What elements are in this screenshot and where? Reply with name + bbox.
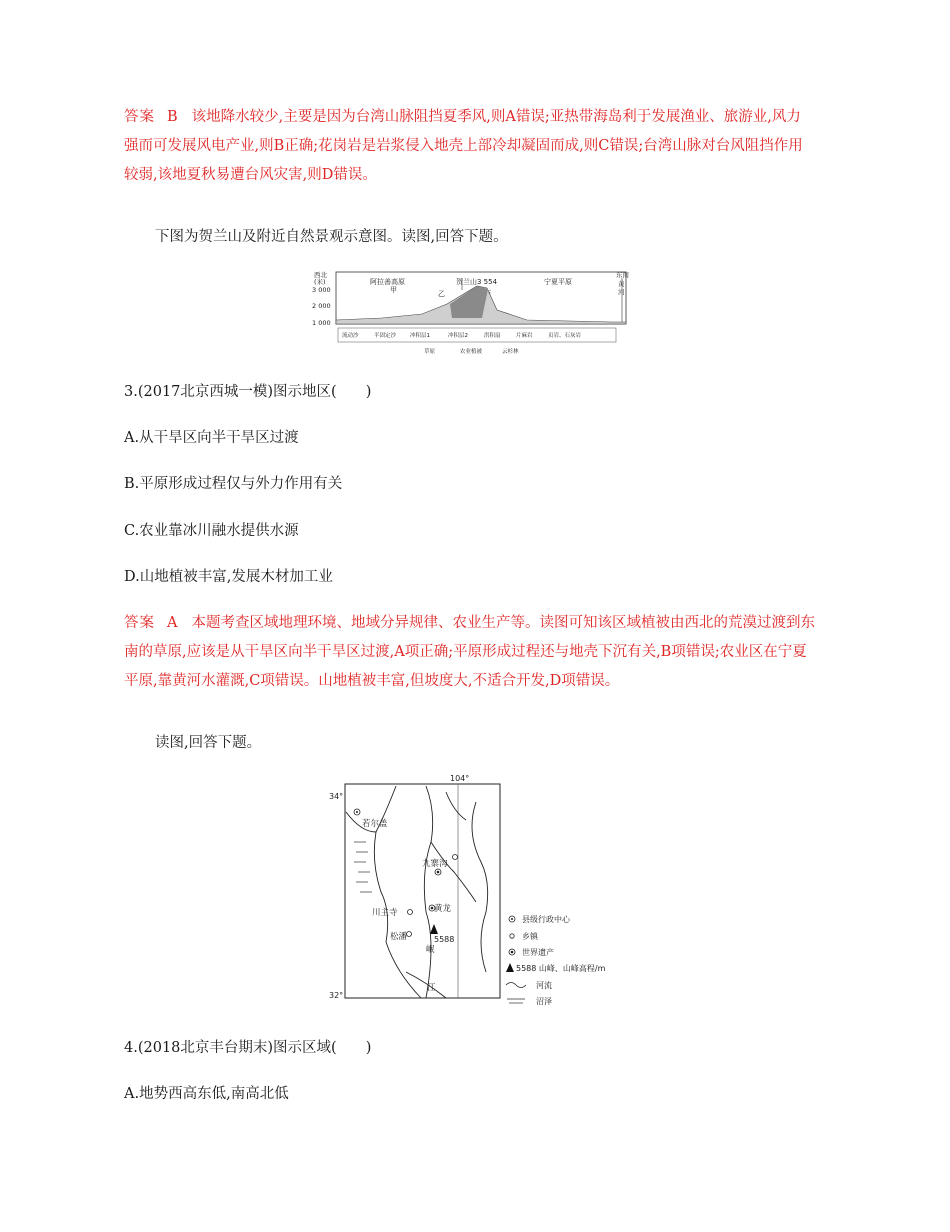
fig2-lon: 104° bbox=[450, 774, 470, 783]
figure-helan-profile bbox=[312, 268, 642, 356]
fig1-river2: 河 bbox=[618, 288, 625, 296]
fig1-legend-1: 流动沙 bbox=[342, 333, 359, 339]
fig2-lat-bottom: 32° bbox=[329, 991, 344, 1000]
answer-label: 答案 bbox=[124, 615, 155, 631]
fig2-river2: 江 bbox=[427, 983, 436, 993]
fig1-legend-3: 冲积层1 bbox=[410, 333, 430, 339]
fig1-legend-10: 云杉林 bbox=[502, 349, 519, 355]
answer-2-line-1 bbox=[124, 609, 834, 638]
fig1-legend-5: 洪积扇 bbox=[484, 333, 501, 339]
fig2-legend-2: 乡镇 bbox=[522, 932, 538, 941]
answer-2 bbox=[124, 609, 834, 696]
intro-2: 读图,回答下题。 bbox=[155, 735, 262, 751]
fig2-river1: 岷 bbox=[426, 945, 435, 955]
answer-1-line-3: 较弱,该地夏秋易遭台风灾害,则D错误。 bbox=[124, 167, 377, 183]
fig1-legend-6: 片麻岩 bbox=[516, 333, 533, 339]
fig1-region-right: 宁夏平原 bbox=[544, 278, 572, 286]
fig1-legend-4: 冲积层2 bbox=[448, 333, 468, 339]
answer-2-line-3: 平原,靠黄河水灌溉,C项错误。山地植被丰富,但坡度大,不适合开发,D项错误。 bbox=[124, 673, 620, 689]
question-4: 4.(2018北京丰台期末)图示区域( ) bbox=[124, 1040, 372, 1056]
fig2-place-songpan: 松潘 bbox=[390, 932, 408, 942]
answer-1-line-2: 强而可发展风电产业,则B正确;花岗岩是岩浆侵入地壳上部冷却凝固而成,则C错误;台湾山脉对台风阻挡作用 bbox=[124, 138, 803, 154]
q3-option-c: C.农业靠冰川融水提供水源 bbox=[124, 523, 299, 539]
fig1-legend-9: 农业植被 bbox=[460, 349, 483, 355]
question-3 bbox=[124, 378, 834, 407]
fig1-nw: 西北 bbox=[314, 271, 327, 279]
answer-label: 答案 bbox=[124, 109, 155, 125]
answer-text: 本题考查区域地理环境、地域分异规律、农业生产等。读图可知该区域植被由西北的荒漠过渡到东 bbox=[191, 615, 815, 631]
fig2-legend-1: 县级行政中心 bbox=[522, 915, 570, 924]
fig1-unit: (米) bbox=[314, 278, 326, 286]
fig1-legend-7: 页岩、石灰岩 bbox=[548, 333, 582, 339]
fig2-place-jiuzhai: 九寨沟 bbox=[422, 859, 448, 869]
fig1-se: 东南 bbox=[616, 271, 629, 279]
fig1-peak: 贺兰山3 554 bbox=[456, 278, 498, 286]
fig1-river: 黄 bbox=[618, 280, 625, 288]
fig1-legend-8: 草原 bbox=[424, 349, 436, 355]
fig2-legend-3: 世界遗产 bbox=[522, 948, 554, 957]
q4-option-a: A.地势西高东低,南高北低 bbox=[124, 1086, 289, 1102]
intro-1: 下图为贺兰山及附近自然景观示意图。读图,回答下题。 bbox=[155, 229, 508, 245]
fig1-ytick-2000: 2 000 bbox=[312, 302, 331, 310]
fig2-place-huanglong: 黄龙 bbox=[434, 904, 452, 914]
answer-1 bbox=[124, 103, 834, 190]
fig1-yi: 乙 bbox=[438, 290, 445, 298]
answer-1-line-1 bbox=[124, 103, 834, 132]
q3-stem: 3.(2017北京西城一模)图示地区( ) bbox=[124, 384, 372, 400]
fig2-legend-4: 5588 山峰、山峰高程/m bbox=[516, 964, 606, 973]
answer-text: 该地降水较少,主要是因为台湾山脉阻挡夏季风,则A错误;亚热带海岛利于发展渔业、旅游业,风力 bbox=[191, 109, 801, 125]
fig2-legend-5: 河流 bbox=[536, 981, 552, 990]
fig2-place-chuanzhu: 川主寺 bbox=[372, 908, 398, 918]
answer-letter: A bbox=[167, 615, 178, 631]
q3-option-d: D.山地植被丰富,发展木材加工业 bbox=[124, 569, 333, 585]
fig1-ytick-3000: 3 000 bbox=[312, 286, 331, 294]
fig1-jia: 甲 bbox=[390, 286, 397, 294]
fig2-legend-6: 沼泽 bbox=[536, 997, 552, 1006]
answer-2-line-2: 南的草原,应该是从干旱区向半干旱区过渡,A项正确;平原形成过程还与地壳下沉有关,B项错误;农业区在宁夏 bbox=[124, 644, 807, 660]
fig1-ytick-1000: 1 000 bbox=[312, 319, 331, 327]
answer-letter: B bbox=[167, 109, 178, 125]
figure-jiuzhaigou-map bbox=[326, 772, 606, 1008]
q3-option-a: A.从干旱区向半干旱区过渡 bbox=[124, 430, 299, 446]
fig2-place-zoige: 若尔盖 bbox=[362, 819, 388, 829]
fig2-lat-top: 34° bbox=[329, 792, 344, 801]
fig1-legend-2: 半固定沙 bbox=[374, 333, 397, 339]
fig1-region-left: 阿拉善高原 bbox=[370, 278, 405, 286]
q3-option-b: B.平原形成过程仅与外力作用有关 bbox=[124, 476, 343, 492]
fig2-peak: 5588 bbox=[434, 935, 455, 944]
